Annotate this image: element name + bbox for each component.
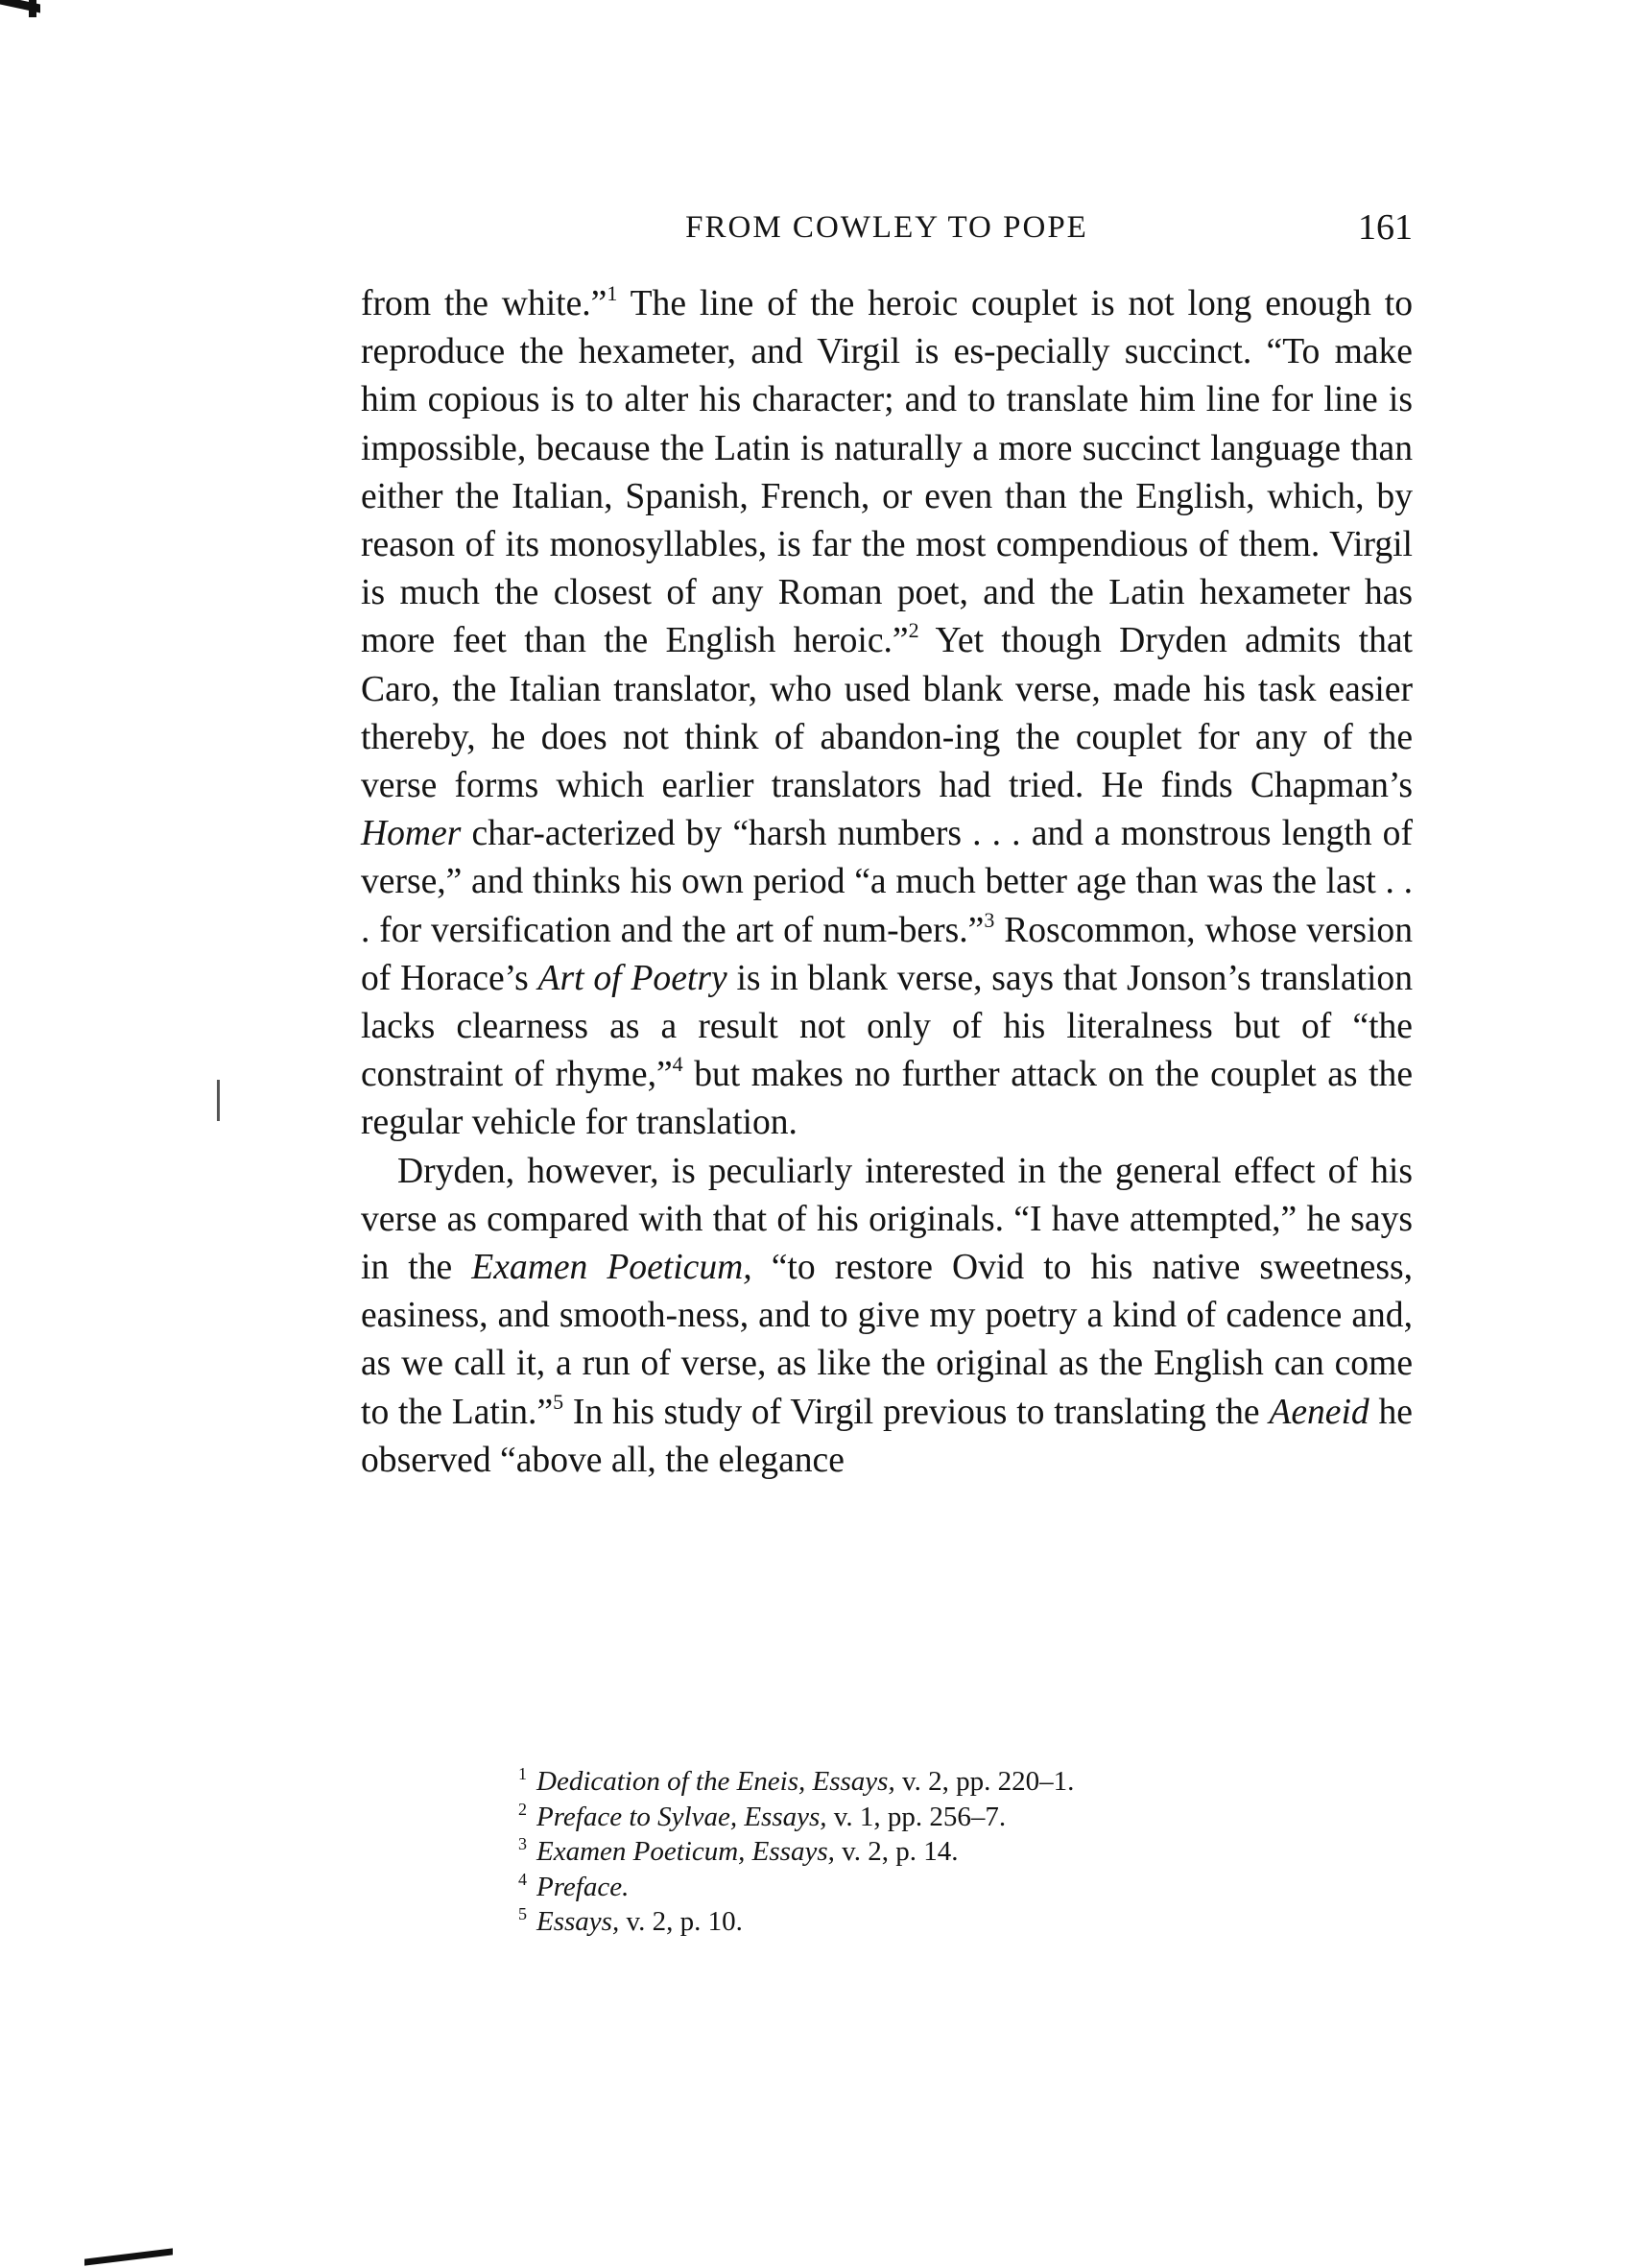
footnote-ref-text: v. 1, pp. 256–7. [826, 1801, 1007, 1832]
paragraph [361, 280, 1413, 1148]
footnote-ref-text: v. 2, p. 10. [619, 1906, 743, 1938]
page-header [361, 203, 1413, 251]
italic-title: Art of Poetry [537, 958, 727, 998]
text-run: Dryden, however, is peculiarly interested in the general effect of his verse as compared with that of his originals. “I have attempted,” he says in the [361, 1151, 1413, 1288]
footnote-ref: 1 [607, 281, 618, 305]
page-number: 161 [1358, 207, 1413, 248]
italic-title: Aeneid [1269, 1392, 1369, 1432]
text-run: from the white.” [361, 284, 607, 323]
footnote-title: Preface to Sylvae, Essays, [536, 1801, 827, 1832]
body-text [361, 280, 1413, 1485]
scan-artifact-mark [29, 0, 36, 17]
scan-artifact-mark [217, 1080, 220, 1121]
text-run: In his study of Virgil previous to translating the [563, 1392, 1270, 1432]
text-run: is in blank verse, says that Jonson’s translation lacks clearness as a result not only of his literalness but of “the constraint of rhyme,” [361, 958, 1413, 1095]
footnote-ref: 4 [672, 1052, 683, 1077]
italic-title: Homer [361, 814, 462, 854]
text-run: he observed “above all, the elegance [361, 1392, 1413, 1480]
paragraph [361, 1148, 1413, 1485]
footnote-ref: 3 [984, 907, 995, 932]
text-run: The line of the heroic couplet is not long enough to reproduce the hexameter, and Virgil is es-pecially succinct. “To make him copious is to alter his character; and to translate him line for line is impossible, because the Latin is naturally a more succinct language than either the Italian, Spanish, French, or even than the English, which, by reason of its monosyllables, is far the most compendious of them. Virgil is much the closest of any Roman poet, and the Latin hexameter has more feet than the English heroic.” [361, 284, 1413, 661]
scan-artifact-mark [84, 2248, 173, 2265]
footnote-number: 4 [518, 1869, 527, 1889]
running-head: FROM COWLEY TO POPE [685, 210, 1088, 245]
footnote-ref: 5 [553, 1389, 564, 1414]
text-run: Yet though Dryden admits that Caro, the Italian translator, who used blank verse, made his task easier thereby, he does not think of abandon-ing the couplet for any of the verse forms which earlier translators had tried. He finds Chapman’s [361, 621, 1413, 806]
text-run: but makes no further attack on the couplet as the regular vehicle for translation. [361, 1055, 1414, 1143]
footnote [518, 1904, 1382, 1940]
footnote-number: 3 [518, 1834, 527, 1854]
italic-title: Examen Poeticum, [471, 1248, 752, 1288]
footnote-number: 1 [518, 1764, 527, 1783]
footnote-number: 5 [518, 1904, 527, 1924]
footnote [518, 1870, 1382, 1905]
footnote-title: Preface. [536, 1871, 630, 1902]
footnote [518, 1764, 1382, 1800]
footnote-title: Dedication of the Eneis, Essays, [536, 1766, 895, 1797]
footnotes [518, 1764, 1382, 1940]
footnote-title: Examen Poeticum, Essays, [536, 1836, 835, 1868]
footnote [518, 1834, 1382, 1870]
footnote-ref-text: v. 2, p. 14. [834, 1836, 959, 1868]
text-run: “to restore Ovid to his native sweetness, easiness, and smooth-ness, and to give my poetry a kind of cadence and, as we call it, a run of verse, as like the original as the English can come to the Latin.” [361, 1248, 1413, 1432]
footnote [518, 1800, 1382, 1835]
text-run: char-acterized by “harsh numbers . . . and a monstrous length of verse,” and thinks his own period “a much better age than was the last . . . for versification and the art of num-bers.” [361, 814, 1413, 950]
footnote-ref: 2 [908, 618, 919, 643]
text-run: Roscommon, whose version of Horace’s [361, 910, 1413, 998]
footnote-ref-text: v. 2, pp. 220–1. [894, 1766, 1075, 1797]
footnote-number: 2 [518, 1799, 527, 1819]
footnote-title: Essays, [536, 1906, 620, 1938]
